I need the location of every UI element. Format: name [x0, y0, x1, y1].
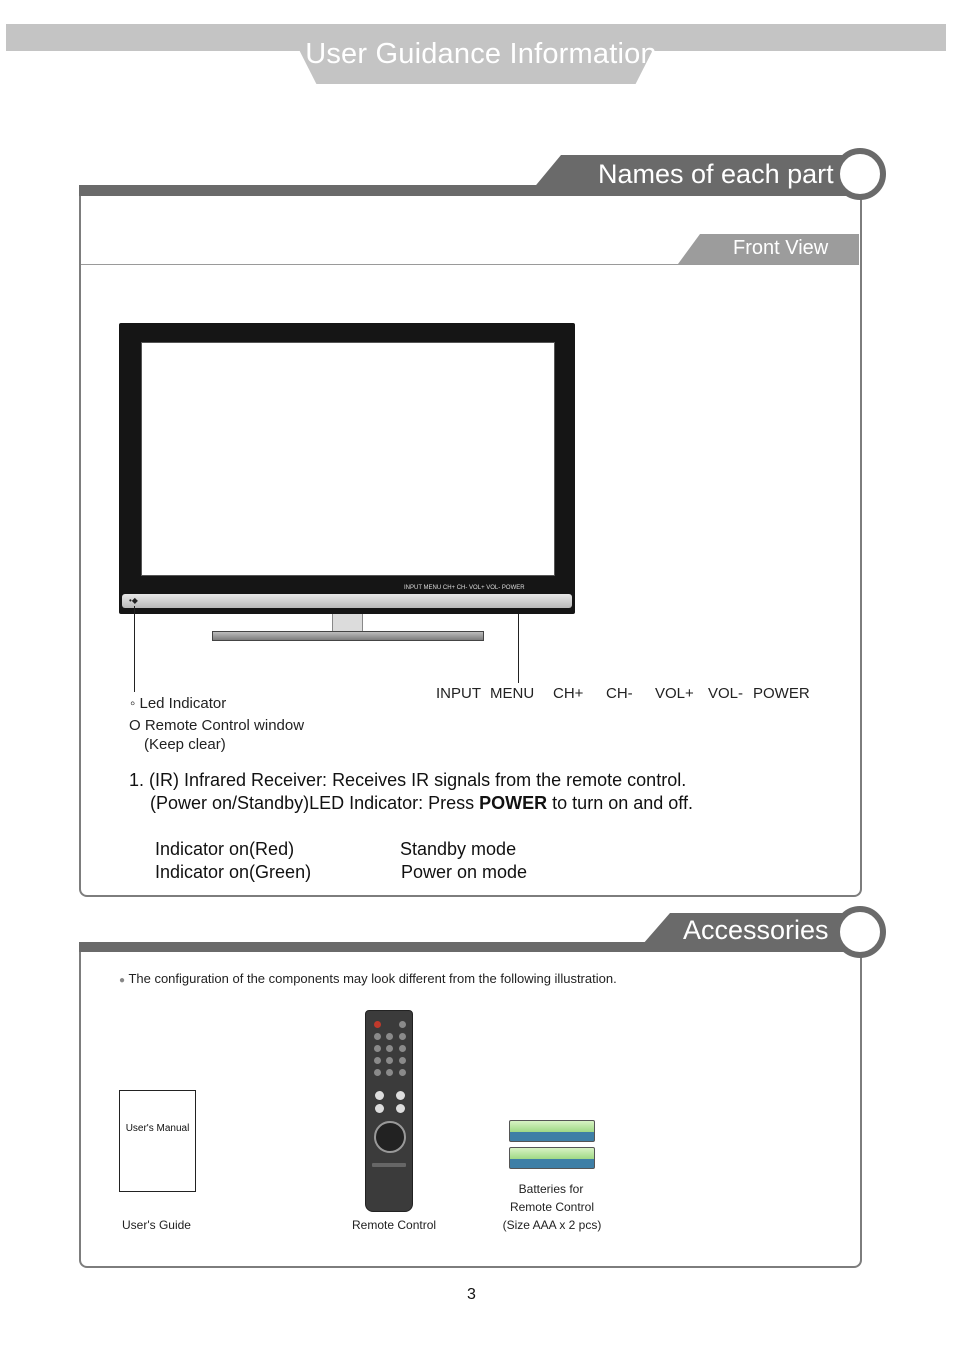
- page-title: User Guidance Information: [305, 38, 657, 70]
- remote-control-caption: Remote Control: [352, 1218, 437, 1232]
- remote-button: [386, 1057, 393, 1064]
- indicator-red-label: Indicator on(Red): [155, 839, 295, 859]
- led-pointer-line: [134, 606, 135, 692]
- tv-stand-neck: [332, 614, 363, 631]
- remote-button: [375, 1091, 384, 1100]
- accessories-section-box: [79, 942, 862, 1268]
- power-on-mode-label: Power on mode: [401, 862, 528, 882]
- battery-image: [509, 1147, 595, 1169]
- tv-control-labels: INPUT MENU CH+ CH- VOL+ VOL- POWER: [404, 585, 525, 591]
- accessories-section-ring-icon: [834, 906, 886, 958]
- control-label-input: INPUT: [436, 685, 481, 702]
- battery-image: [509, 1120, 595, 1142]
- control-label-vol-down: VOL-: [708, 685, 744, 702]
- tv-stand-base: [212, 631, 484, 641]
- accessories-note-text: The configuration of the components may look different from the following illustration.: [128, 971, 617, 986]
- led-description: [150, 793, 693, 814]
- remote-button: [374, 1069, 381, 1076]
- remote-window-label: O Remote Control window: [129, 717, 305, 734]
- tv-screen: [141, 342, 555, 576]
- control-label-ch-up: CH+: [553, 685, 584, 702]
- control-label-menu: MENU: [490, 685, 535, 702]
- led-description-power: POWER: [479, 793, 548, 813]
- remote-button: [399, 1045, 406, 1052]
- batteries-caption-line2: Remote Control: [509, 1200, 595, 1214]
- remote-power-button: [374, 1021, 381, 1028]
- standby-mode-label: Standby mode: [400, 839, 517, 859]
- front-view-divider: [81, 264, 859, 265]
- led-description-c: to turn on and off.: [547, 793, 693, 813]
- control-label-vol-up: VOL+: [655, 685, 694, 702]
- remote-button: [399, 1069, 406, 1076]
- control-label-ch-down: CH-: [606, 685, 633, 702]
- controls-pointer-line: [518, 614, 519, 683]
- remote-button: [386, 1045, 393, 1052]
- bullet-icon: ●: [119, 975, 126, 986]
- led-sensor-icon: •◆: [129, 596, 138, 605]
- remote-control-image: [365, 1010, 413, 1212]
- users-manual-image: [119, 1090, 196, 1192]
- users-guide-caption: User's Guide: [122, 1218, 191, 1232]
- remote-button: [399, 1057, 406, 1064]
- led-indicator-label: ◦ Led Indicator: [130, 695, 227, 712]
- remote-button: [386, 1069, 393, 1076]
- keep-clear-label: (Keep clear): [144, 736, 226, 753]
- remote-button: [399, 1021, 406, 1028]
- remote-button: [374, 1057, 381, 1064]
- remote-dpad: [374, 1121, 406, 1153]
- remote-button: [374, 1045, 381, 1052]
- users-manual-cover-text: User's Manual: [125, 1123, 190, 1134]
- names-section-ring-icon: [834, 148, 886, 200]
- tv-bottom-bar: [122, 594, 572, 608]
- batteries-caption-line1: Batteries for: [518, 1182, 584, 1196]
- accessories-section-title: Accessories: [683, 915, 829, 945]
- led-description-a: (Power on/Standby)LED Indicator: Press: [150, 793, 480, 813]
- remote-button: [396, 1104, 405, 1113]
- remote-button: [396, 1091, 405, 1100]
- batteries-caption-line3: (Size AAA x 2 pcs): [502, 1218, 602, 1232]
- remote-button: [374, 1033, 381, 1040]
- indicator-green-label: Indicator on(Green): [155, 862, 312, 882]
- control-label-power: POWER: [753, 685, 810, 702]
- remote-button: [372, 1163, 406, 1167]
- ir-description: 1. (IR) Infrared Receiver: Receives IR signals from the remote control.: [129, 770, 687, 790]
- remote-button: [386, 1033, 393, 1040]
- names-section-title: Names of each part: [598, 159, 834, 189]
- front-view-title: Front View: [733, 237, 829, 259]
- remote-button: [375, 1104, 384, 1113]
- remote-button: [399, 1033, 406, 1040]
- page-number: 3: [467, 1286, 476, 1303]
- accessories-note: [119, 971, 617, 986]
